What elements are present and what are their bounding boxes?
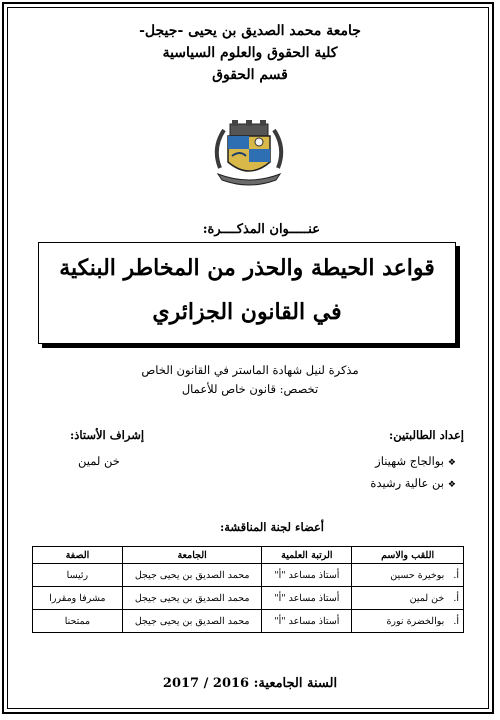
jury-member-rank: أستاذ مساعد "أ": [262, 564, 352, 587]
member-name: بوخيرة حسين: [390, 569, 445, 581]
department-name: قسم الحقوق: [212, 67, 288, 83]
title-prefix: أ.: [453, 615, 459, 627]
table-row: [33, 564, 464, 587]
member-name: بوالخضرة نورة: [386, 615, 445, 627]
jury-member-name: [352, 610, 464, 633]
institution-header: [0, 20, 500, 86]
memo-title-line2: في القانون الجزائري: [152, 299, 342, 325]
jury-member-university: محمد الصديق بن يحيى جيجل: [122, 564, 262, 587]
diamond-bullet-icon: ❖: [447, 480, 456, 490]
academic-year: السنة الجامعية: 2016 / 2017: [162, 676, 338, 691]
jury-member-university: محمد الصديق بن يحيى جيجل: [122, 587, 262, 610]
specialty-line: تخصص: قانون خاص للأعمال: [181, 382, 319, 396]
jury-table-header: [33, 547, 464, 564]
col-header-name: اللقب والاسم: [352, 547, 464, 564]
jury-table: [32, 546, 464, 633]
title-prefix: أ.: [453, 569, 459, 581]
supervisor-name: خن لمين: [78, 454, 120, 468]
student-name: بوالجاج شهيناز: [375, 454, 444, 468]
table-row: [33, 610, 464, 633]
memo-title-label: عنـــــوان المذكــــرة:: [202, 222, 320, 237]
title-prefix: أ.: [453, 592, 459, 604]
member-name: خن لمين: [409, 592, 445, 604]
jury-member-rank: أستاذ مساعد "أ": [262, 610, 352, 633]
university-logo: [210, 118, 288, 186]
student-name: بن عالية رشيدة: [370, 476, 444, 490]
col-header-rank: الرتبة العلمية: [262, 547, 352, 564]
col-header-university: الجامعة: [122, 547, 262, 564]
student-item: [375, 454, 456, 468]
jury-member-university: محمد الصديق بن يحيى جيجل: [122, 610, 262, 633]
degree-line: مذكرة لنيل شهادة الماستر في القانون الخاص: [141, 363, 359, 377]
jury-member-name: [352, 587, 464, 610]
jury-member-role: مشرفا ومقررا: [33, 587, 123, 610]
student-item: [370, 476, 456, 490]
col-header-role: الصفة: [33, 547, 123, 564]
jury-label: أعضاء لجنة المناقشة:: [220, 520, 324, 534]
diamond-bullet-icon: ❖: [447, 458, 456, 468]
jury-member-role: ممتحنا: [33, 610, 123, 633]
students-label: إعداد الطالبتين:: [389, 428, 464, 442]
faculty-name: كلية الحقوق والعلوم السياسية: [162, 45, 338, 61]
table-row: [33, 587, 464, 610]
university-name: جامعة محمد الصديق بن يحيى -جيجل-: [139, 23, 361, 39]
jury-member-name: [352, 564, 464, 587]
supervisor-label: إشراف الأستاذ:: [70, 428, 145, 442]
memo-title-line1: قواعد الحيطة والحذر من المخاطر البنكية: [59, 255, 435, 281]
jury-member-rank: أستاذ مساعد "أ": [262, 587, 352, 610]
jury-member-role: رئيسا: [33, 564, 123, 587]
memo-title-box: [38, 242, 456, 344]
